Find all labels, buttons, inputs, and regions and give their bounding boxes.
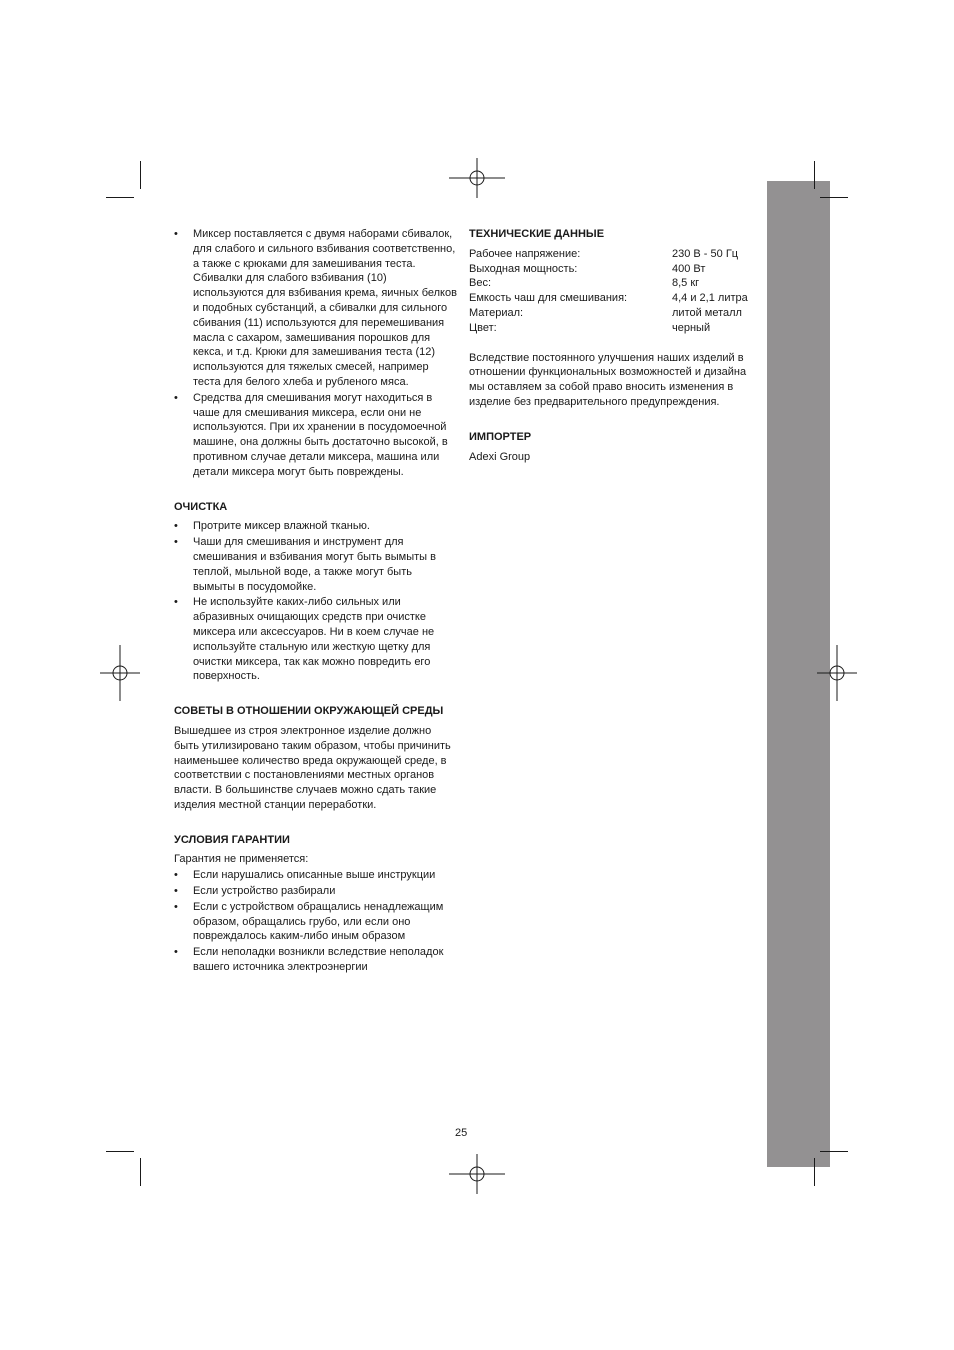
bullet-icon: • <box>174 869 178 882</box>
registration-mark-icon <box>449 1154 505 1194</box>
list-item-text: Протрите миксер влажной тканью. <box>193 520 370 533</box>
crop-mark-icon <box>140 1158 141 1186</box>
list-item-text: Не используйте каких-либо сильных или абразивных очищающих средств при очистке миксера или аксессуаров. Ни в коем случае не используйте стальную или жесткую щетку для очистки миксера, так как можно повредить его поверхность. <box>193 596 435 683</box>
crop-mark-icon <box>106 197 134 198</box>
specs-table <box>469 247 754 336</box>
crop-mark-icon <box>820 1151 848 1152</box>
spec-value: 230 В - 50 Гц <box>672 247 739 260</box>
crop-mark-icon <box>820 197 848 198</box>
bullet-icon: • <box>174 391 178 404</box>
tech-note: Вследствие постоянного улучшения наших изделий в отношении функциональных возможностей и дизайна мы оставляем за собой право вносить изменения в изделие без предварительного предупреждения. <box>469 351 747 408</box>
list-item <box>174 227 457 390</box>
warranty-heading: УСЛОВИЯ ГАРАНТИИ <box>174 833 290 846</box>
crop-mark-icon <box>140 161 141 189</box>
bullet-icon: • <box>174 228 178 240</box>
spec-value: литой металл <box>672 306 742 319</box>
list-item <box>174 900 457 944</box>
spec-label: Емкость чаш для смешивания: <box>469 292 628 305</box>
spec-value: черный <box>672 321 711 334</box>
list-item <box>174 391 457 480</box>
bullet-icon: • <box>174 520 178 533</box>
list-item-text: Миксер поставляется с двумя наборами сбивалок, для слабого и сильного взбивания соответственно, а также с крюками для замешивания теста. Сбивалки для слабого взбивания (10) используются для взбивания крема, яичных белков и подобных субстанций, а сбивалки для сильного сбивания (11) используются для перемешивания масла с сахаром, замешивания порошков для кекса, и т.д. Крюки для замешивания теста (12) используются для тяжелых смесей, например теста для белого хлеба и рубленого мяса. <box>193 228 457 388</box>
spec-label: Рабочее напряжение: <box>469 247 581 260</box>
table-row <box>469 276 754 291</box>
list-item-text: Чаши для смешивания и инструмент для смешивания и взбивания могут быть вымыты в теплой, мыльной воде, а также могут быть вымыты в посудомойке. <box>193 536 436 593</box>
page-number: 25 <box>455 1127 468 1139</box>
left-column <box>174 227 457 976</box>
registration-mark-icon <box>100 645 140 701</box>
cleaning-bullet-list <box>174 519 457 684</box>
crop-mark-icon <box>814 161 815 189</box>
list-item-text: Средства для смешивания могут находиться в чаше для смешивания миксера, если они не используются. При их хранении в посудомоечной машине, она должны быть достаточно высокой, в противном случае детали миксера, машина или детали миксера могут быть повреждены. <box>193 391 448 478</box>
list-item-text: Если неполадки возникли вследствие неполадок вашего источника электроэнергии <box>193 946 444 974</box>
intro-bullet-list <box>174 227 457 480</box>
registration-mark-icon <box>449 158 505 198</box>
cleaning-heading: ОЧИСТКА <box>174 500 228 513</box>
registration-mark-icon <box>817 645 857 701</box>
list-item-text: Если устройство разбирали <box>193 885 336 898</box>
table-row <box>469 321 754 336</box>
table-row <box>469 262 754 277</box>
list-item <box>174 535 457 594</box>
list-item <box>174 884 457 899</box>
right-column <box>469 227 754 464</box>
spec-label: Вес: <box>469 277 492 290</box>
spec-value: 8,5 кг <box>672 277 700 290</box>
crop-mark-icon <box>106 1151 134 1152</box>
spec-label: Выходная мощность: <box>469 262 578 275</box>
tech-data-heading: ТЕХНИЧЕСКИЕ ДАННЫЕ <box>469 228 605 240</box>
bullet-icon: • <box>174 596 178 609</box>
list-item <box>174 868 457 883</box>
spec-label: Материал: <box>469 306 524 319</box>
spec-label: Цвет: <box>469 321 497 334</box>
table-row <box>469 247 754 262</box>
spec-value: 4,4 и 2,1 литра <box>672 292 748 305</box>
importer-heading: ИМПОРТЕР <box>469 430 532 443</box>
crop-mark-icon <box>814 1158 815 1186</box>
list-item-text: Если с устройством обращались ненадлежащим образом, обращались грубо, или если оно повреждалось каким-либо иным образом <box>193 900 444 943</box>
table-row <box>469 306 754 321</box>
environment-heading: СОВЕТЫ В ОТНОШЕНИИ ОКРУЖАЮЩЕЙ СРЕДЫ <box>174 705 444 718</box>
bullet-icon: • <box>174 536 178 549</box>
list-item <box>174 945 457 975</box>
list-item <box>174 595 457 684</box>
list-item <box>174 519 457 534</box>
bullet-icon: • <box>174 900 178 913</box>
spec-value: 400 Вт <box>672 262 706 275</box>
warranty-bullet-list <box>174 868 457 975</box>
warranty-intro: Гарантия не применяется: <box>174 853 309 866</box>
importer-name: Adexi Group <box>469 450 531 463</box>
environment-text: Вышедшее из строя электронное изделие должно быть утилизировано таким образом, чтобы причинить наименьшее количество вреда окружающей среде, в соответствии с постановлениями местных органов власти. В большинстве случаев можно сдать такие изделия местной станции переработки. <box>174 724 451 811</box>
bullet-icon: • <box>174 885 178 898</box>
bullet-icon: • <box>174 946 178 959</box>
table-row <box>469 291 754 306</box>
list-item-text: Если нарушались описанные выше инструкции <box>193 869 436 882</box>
